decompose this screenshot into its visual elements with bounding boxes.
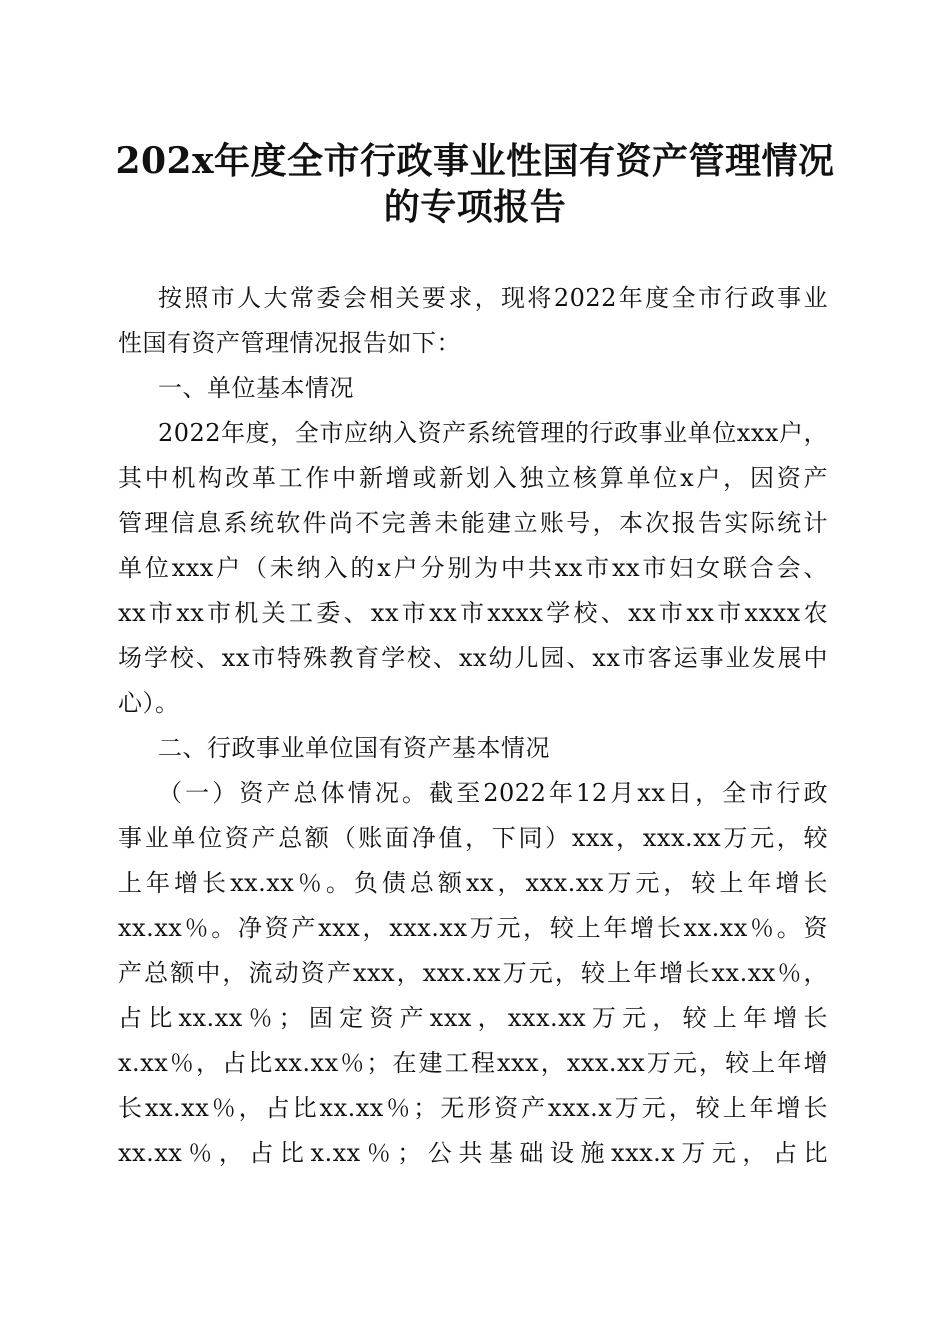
section-2-line: 上年增长xx.xx％。负债总额xx，xxx.xx万元，较上年增长	[118, 869, 828, 897]
section-1-heading: 一、单位基本情况	[158, 374, 354, 402]
document-title-line-1: 202x年度全市行政事业性国有资产管理情况	[115, 140, 835, 182]
intro-line: 性国有资产管理情况报告如下：	[118, 329, 461, 357]
intro-line: 按照市人大常委会相关要求，现将2022年度全市行政事业	[158, 284, 828, 312]
section-2-line: 产总额中，流动资产xxx，xxx.xx万元，较上年增长xx.xx％，	[118, 959, 828, 987]
section-2-line: x.xx％，占比xx.xx％；在建工程xxx，xxx.xx万元，较上年增	[118, 1049, 828, 1077]
section-2-line: 占比xx.xx％；固定资产xxx，xxx.xx万元，较上年增长	[118, 1004, 828, 1032]
section-2-line: xx.xx％，占比x.xx％；公共基础设施xxx.x万元，占比	[118, 1139, 828, 1167]
section-2-line: xx.xx％。净资产xxx，xxx.xx万元，较上年增长xx.xx％。资	[118, 914, 828, 942]
section-1-line: 单位xxx户（未纳入的x户分别为中共xx市xx市妇女联合会、	[118, 554, 828, 582]
section-2-line: （一）资产总体情况。截至2022年12月xx日，全市行政	[158, 779, 828, 807]
section-2-heading: 二、行政事业单位国有资产基本情况	[158, 734, 550, 762]
section-2-line: 事业单位资产总额（账面净值，下同）xxx，xxx.xx万元，较	[118, 824, 828, 852]
section-1-line: xx市xx市机关工委、xx市xx市xxxx学校、xx市xx市xxxx农	[118, 599, 828, 627]
section-1-line: 场学校、xx市特殊教育学校、xx幼儿园、xx市客运事业发展中	[118, 644, 828, 672]
section-2-line: 长xx.xx％，占比xx.xx％；无形资产xxx.x万元，较上年增长	[118, 1094, 828, 1122]
section-1-line: 2022年度，全市应纳入资产系统管理的行政事业单位xxx户，	[158, 419, 828, 447]
section-1-line: 其中机构改革工作中新增或新划入独立核算单位x户，因资产	[118, 464, 828, 492]
section-1-line: 管理信息系统软件尚不完善未能建立账号，本次报告实际统计	[118, 509, 828, 537]
document-title-line-2: 的专项报告	[383, 186, 567, 228]
section-1-line: 心）。	[118, 689, 180, 717]
